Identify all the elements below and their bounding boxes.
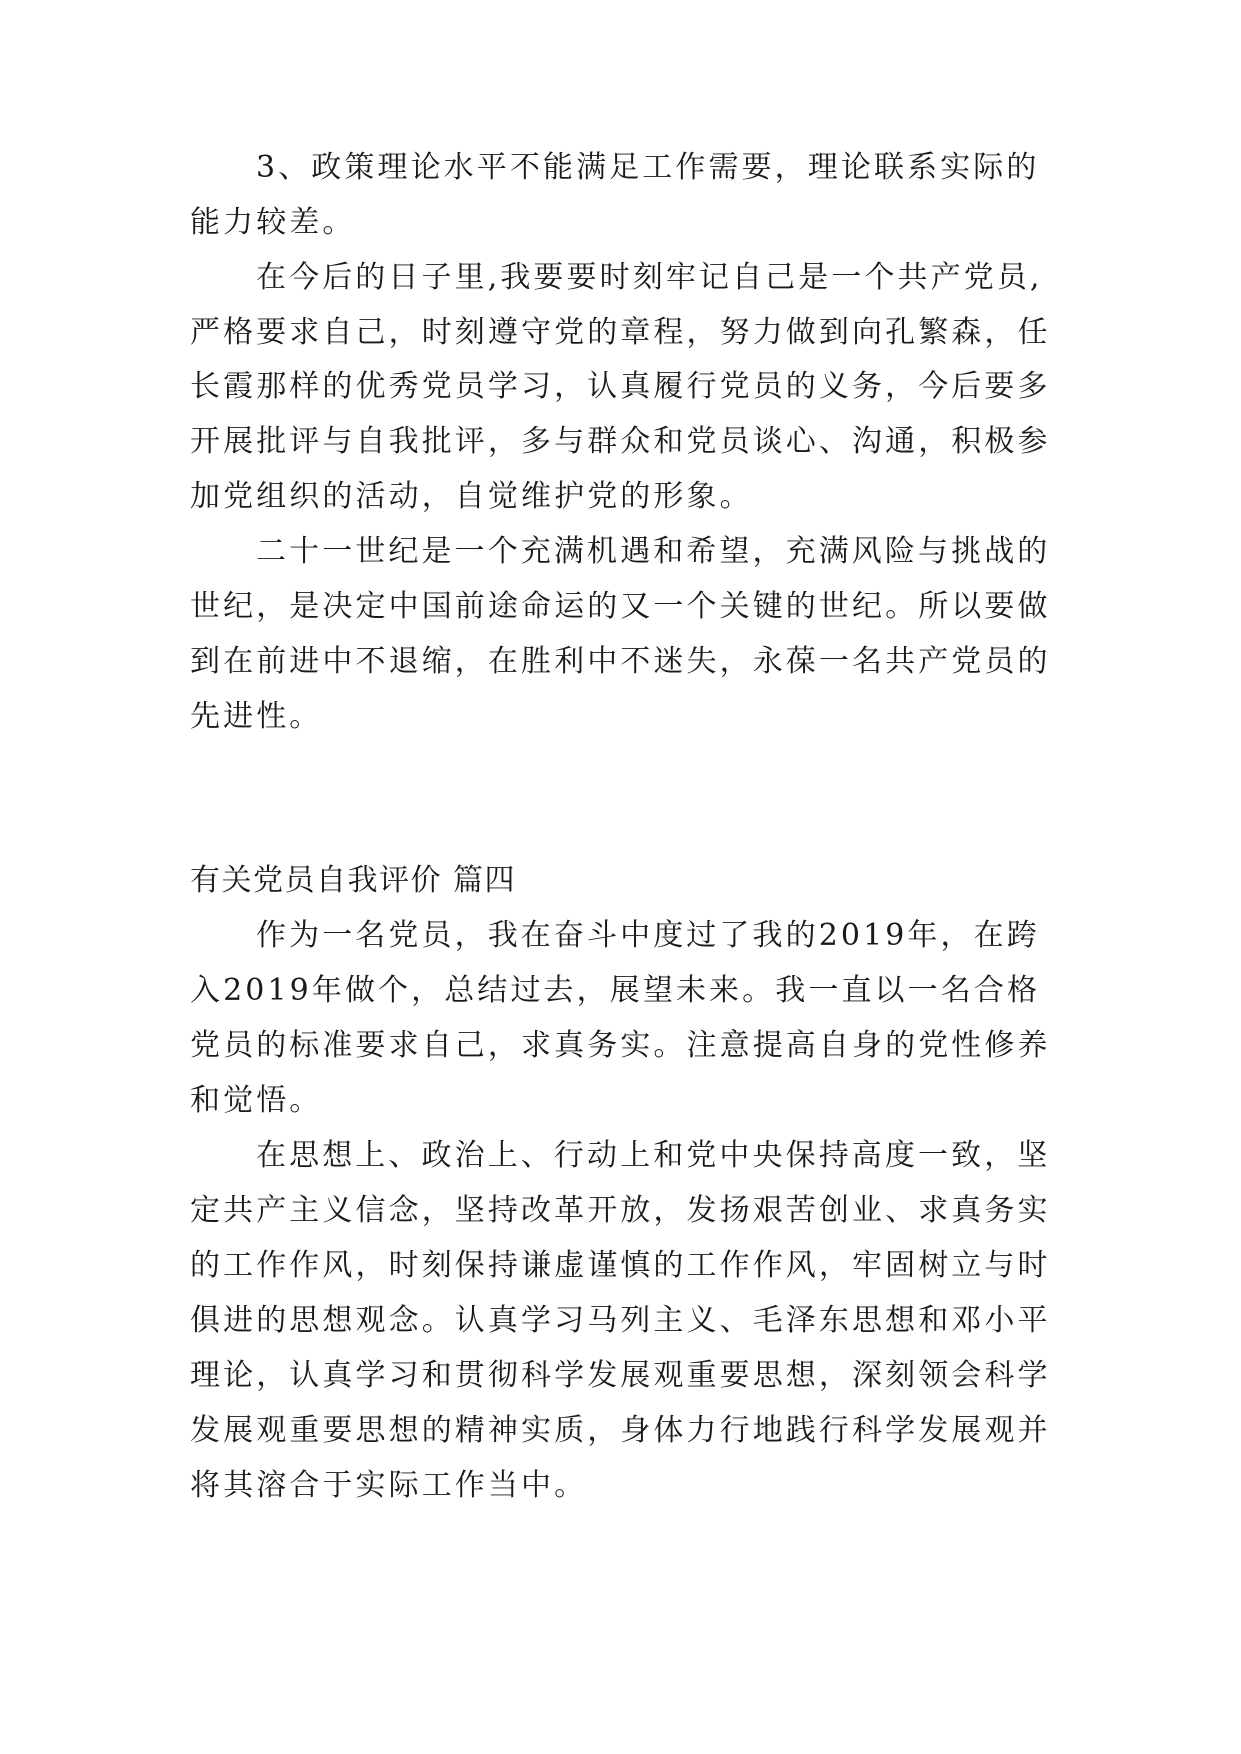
paragraph-line: 严格要求自己，时刻遵守党的章程，努力做到向孔繁森，任 — [190, 315, 1051, 350]
paragraph-line: 加党组织的活动，自觉维护党的形象。 — [190, 479, 753, 514]
paragraph-line: 3、政策理论水平不能满足工作需要，理论联系实际的 — [256, 150, 1040, 185]
paragraph-line: 长霞那样的优秀党员学习，认真履行党员的义务，今后要多 — [190, 369, 1051, 404]
paragraph-line: 将其溶合于实际工作当中。 — [190, 1468, 588, 1503]
paragraph-line: 二十一世纪是一个充满机遇和希望，充满风险与挑战的 — [256, 534, 1051, 569]
paragraph-line: 党员的标准要求自己，求真务实。注意提高自身的党性修养 — [190, 1028, 1051, 1063]
paragraph-line: 发展观重要思想的精神实质，身体力行地践行科学发展观并 — [190, 1413, 1051, 1448]
paragraph-line: 在思想上、政治上、行动上和党中央保持高度一致，坚 — [256, 1138, 1051, 1173]
paragraph-line: 先进性。 — [190, 699, 323, 734]
section-heading: 有关党员自我评价 篇四 — [190, 863, 517, 898]
paragraph-line: 俱进的思想观念。认真学习马列主义、毛泽东思想和邓小平 — [190, 1303, 1051, 1338]
paragraph-line: 和觉悟。 — [190, 1083, 323, 1118]
paragraph-line: 入2019年做个，总结过去，展望未来。我一直以一名合格 — [190, 973, 1041, 1008]
paragraph-line: 在今后的日子里,我要要时刻牢记自己是一个共产党员, — [256, 260, 1043, 295]
paragraph-line: 世纪，是决定中国前途命运的又一个关键的世纪。所以要做 — [190, 589, 1051, 624]
paragraph-line: 理论，认真学习和贯彻科学发展观重要思想，深刻领会科学 — [190, 1358, 1051, 1393]
paragraph-line: 开展批评与自我批评，多与群众和党员谈心、沟通，积极参 — [190, 424, 1051, 459]
paragraph-line: 能力较差。 — [190, 205, 356, 240]
paragraph-line: 作为一名党员，我在奋斗中度过了我的2019年，在跨 — [256, 918, 1040, 953]
paragraph-line: 的工作作风，时刻保持谦虚谨慎的工作作风，牢固树立与时 — [190, 1248, 1051, 1283]
paragraph-line: 定共产主义信念，坚持改革开放，发扬艰苦创业、求真务实 — [190, 1193, 1051, 1228]
paragraph-line: 到在前进中不退缩，在胜利中不迷失，永葆一名共产党员的 — [190, 644, 1051, 679]
